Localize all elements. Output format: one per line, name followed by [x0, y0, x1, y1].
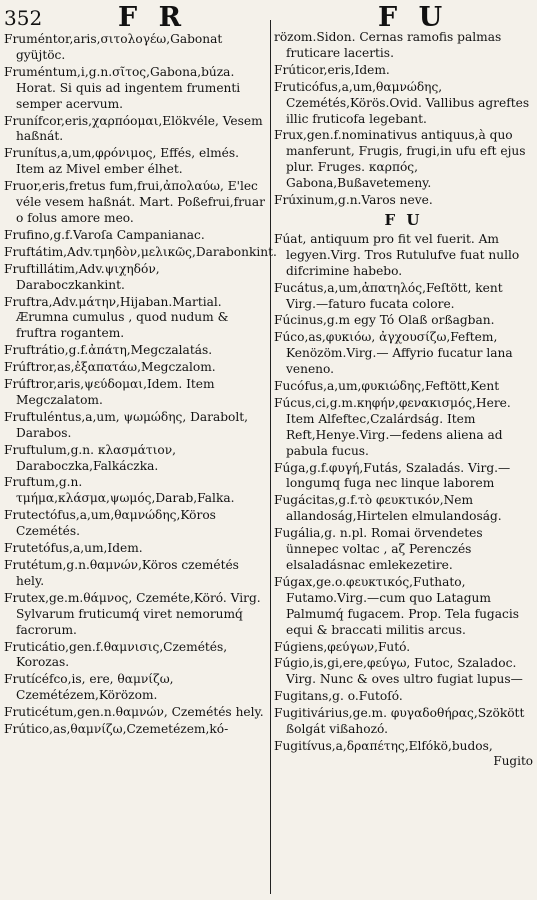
dictionary-entry: Fúcinus,g.m egy Tó Olaß orßagban. — [274, 313, 495, 328]
dictionary-entry: Frutícéfco,is, ere, θαμνίζω, Czemétézem,Körözom. — [4, 672, 174, 703]
dictionary-entry: Frutetófus,a,um,Idem. — [4, 541, 143, 556]
column-divider — [270, 20, 271, 894]
dictionary-entry: Frúticor,eris,Idem. — [274, 62, 390, 77]
dictionary-entry: Fugácitas,g.f.τὸ φευκτικόν,Nem allandoság,Hirtelen elmulandoság. — [274, 493, 502, 524]
dictionary-entry: Fúgiens,φεύγων,Futó. — [274, 639, 411, 654]
dictionary-entry: Fruor,eris,fretus fum,frui,ἀπολαύω, E'lec véle vesem haßnát. Mart. Poßefrui,fruar o folus amore meo. — [4, 179, 265, 225]
dictionary-entry: Fruticétum,gen.n.θαμνών, Czemétés hely. — [4, 705, 264, 720]
dictionary-entry: Fruftátim,Adv.τμηδὸν,μελικῶς,Darabonkint. — [4, 244, 277, 259]
dictionary-entry: Frufino,g.f.Varoſa Campanianac. — [4, 227, 205, 242]
dictionary-entry: Frúxinum,g.n.Varos neve. — [274, 193, 433, 208]
catchword: Fugito — [493, 753, 533, 768]
dictionary-entry: Fucófus,a,um,φυκιώδης,Feftött,Kent — [274, 379, 500, 394]
dictionary-entry: Fruftum,g.n. τμήμα,κλάσμα,ψωμός,Darab,Falka. — [4, 475, 235, 506]
dictionary-entry: Frunífcor,eris,χαρπόομαι,Elökvéle, Vesem haßnát. — [4, 113, 263, 144]
dictionary-entry: Frutex,ge.m.θάμνος, Czeméte,Köró. Virg. Sylvarum fruticumq́ viret nemorumq́ facrorum. — [4, 590, 261, 637]
dictionary-entry: Frux,gen.f.nominativus antiquus,à quo manferunt, Frugis, frugi,in ufu eft ejus plur. Fruges. καρπός, Gabona,Bußavetemeny. — [274, 128, 526, 191]
dictionary-entry: Fruftrátio,g.f.ἀπάτη,Megczalatás. — [4, 343, 213, 358]
running-head-right: F U — [378, 2, 449, 33]
dictionary-entry: rözom.Sidon. Cernas ramofis palmas fruticare lacertis. — [274, 30, 502, 60]
dictionary-entry: Frúftror,as,ἐξαπατάω,Megczalom. — [4, 360, 216, 375]
left-column — [4, 32, 277, 739]
dictionary-entry: Fugália,g. n.pl. Romai örvendetes ünnepec voltac , aζ Perenczés elsaladásnac emlekezetire. — [274, 526, 483, 572]
right-column — [274, 30, 533, 770]
dictionary-entry: Fúgio,is,gi,ere,φεύγω, Futoc, Szaladoc. Virg. Nunc & oves ultro fugiat lupus— — [274, 656, 523, 687]
dictionary-entry: Fruftuléntus,a,um, ψωμώδης, Darabolt, Darabos. — [4, 409, 249, 440]
dictionary-entry: Fúgax,ge.o.φευκτικός,Futhato, Futamo.Virg.—cum quo Latagum Palmumq́ fugacem. Prop. Tela fugacis equi & braccati militis arcus. — [274, 574, 519, 637]
dictionary-entry: Frunítus,a,um,φρόνιμος, Effés, elmés. Item az Mivel ember élhet. — [4, 146, 240, 177]
dictionary-entry: Frútico,as,θαμνίζω,Czemetézem,kó- — [4, 722, 229, 737]
dictionary-entry: Fruméntum,i,g.n.σῖτος,Gabona,búza. Horat. Si quis ad ingentem frumenti semper acervum. — [4, 64, 241, 111]
page-number: 352 — [4, 6, 43, 30]
dictionary-entry: Fruticófus,a,um,θαμνώδης, Czemétés,Körös.Ovid. Vallibus agreftes illic fruticofa legebant. — [274, 79, 530, 126]
dictionary-entry: Fruftillátim,Adv.ψιχηδόν, Daraboczkankint. — [4, 261, 160, 292]
dictionary-entry: Fruticátio,gen.f.θαμνισις,Czemétés, Korozas. — [4, 639, 228, 670]
dictionary-entry: Frutétum,g.n.θαμνών,Köros czemétés hely. — [4, 558, 239, 588]
dictionary-entry: Fucátus,a,um,ἀπατηλός,Feſtött, kent Virg.—faturo fucata colore. — [274, 280, 503, 311]
dictionary-entry: Frutectófus,a,um,θαμνώδης,Köros Czemétés. — [4, 508, 216, 539]
dictionary-entry: Fúcus,ci,g.m.κηφήν,φενακισμός,Here. Item Alfeftec,Czalárdság. Item Reft,Henye.Virg.—fedens aliena ad pabula fucus. — [274, 395, 511, 458]
dictionary-entry: Fúco,as,φυκιόω, ἀγχουσίζω,Feftem, Kenözöm.Virg.— Affyrio fucatur lana veneno. — [274, 330, 513, 377]
dictionary-entry: Fugitivárius,ge.m. φυγαδοθήρας,Szökött ßolgát vißahozó. — [274, 706, 525, 737]
dictionary-entry: Fruftra,Adv.μάτην,Hijaban.Martial. Ærumna cumulus , quod nudum & fruftra rogantem. — [4, 294, 229, 341]
dictionary-entry: Fúga,g.f.φυγή,Futás, Szaladás. Virg.—longumq fuga nec linque laborem — [274, 460, 511, 491]
dictionary-entry: Fruftulum,g.n. κλασμάτιον, Daraboczka,Falkáczka. — [4, 442, 177, 473]
dictionary-entry: Fruméntor,aris,σιτολογέω,Gabonat gyüjtöc. — [4, 32, 223, 62]
dictionary-entry: Fúat, antiquum pro fit vel fuerit. Am legyen.Virg. Tros Rutulufve fuat nullo difcrimine habebo. — [274, 231, 520, 278]
running-head-left: F R — [118, 2, 188, 33]
dictionary-entry: Fugitívus,a,δραπέτης,Elfókö,budos, — [274, 738, 493, 753]
dictionary-entry: Frúftror,aris,ψεύδομαι,Idem. Item Megczalatom. — [4, 377, 215, 407]
dictionary-entry: Fugitans,g. o.Futoſó. — [274, 689, 403, 704]
section-heading: F U — [384, 210, 423, 229]
